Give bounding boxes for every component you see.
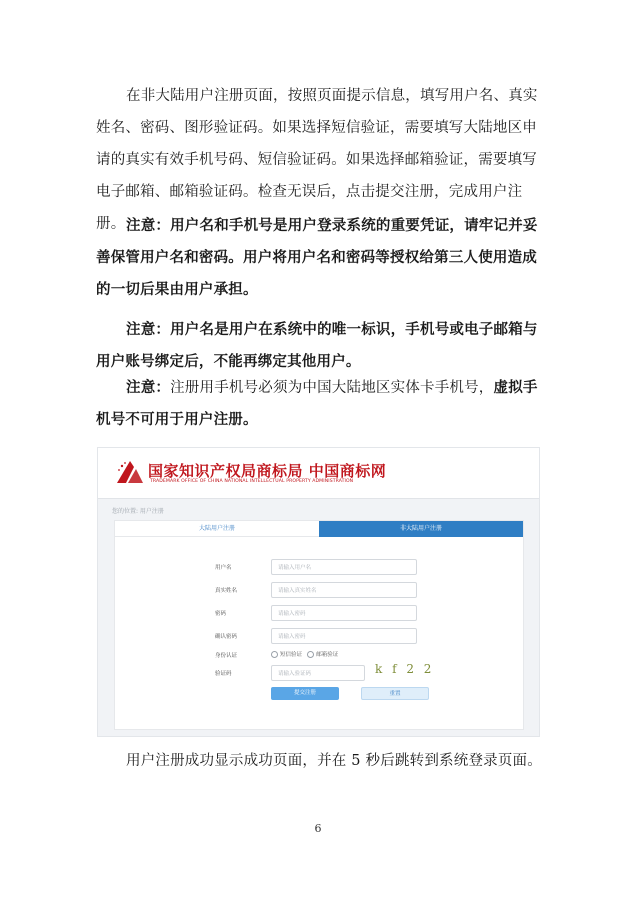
- note-3-text-bold: 虚拟手机号不可用于用户注册。: [96, 379, 538, 428]
- note-label: 注意：: [126, 379, 171, 396]
- note-1-text: 用户名和手机号是用户登录系统的重要凭证，请牢记并妥善保管用户名和密码。用户将用户名和密码等授权给第三人使用造成的一切后果由用户承担。: [96, 217, 538, 298]
- registration-screenshot: [97, 447, 540, 737]
- confirm-password-label: 确认密码: [215, 634, 238, 640]
- tab-non-mainland-registration[interactable]: 非大陆用户注册: [319, 521, 523, 537]
- submit-registration-button[interactable]: 提交注册: [271, 687, 339, 700]
- note-2-text: 用户名是用户在系统中的唯一标识，手机号或电子邮箱与用户账号绑定后，不能再绑定其他用户。: [96, 321, 538, 370]
- captcha-input[interactable]: 请输入验证码: [271, 665, 365, 681]
- paragraph-intro: 在非大陆用户注册页面，按照页面提示信息，填写用户名、真实姓名、密码、图形验证码。如果选择短信验证，需要填写大陆地区申请的真实有效手机号码、短信验证码。如果选择邮箱验证，需要填写电子邮箱、邮箱验证码。检查无误后，点击提交注册，完成用户注册。: [96, 88, 538, 232]
- paragraph-final: 用户注册成功显示成功页面，并在 5 秒后跳转到系统登录页面。: [126, 753, 542, 769]
- sms-option-label: 短信验证: [280, 652, 303, 658]
- note-2: [96, 314, 542, 378]
- captcha-image[interactable]: k f 2 2: [375, 662, 435, 676]
- realname-label: 真实姓名: [215, 588, 238, 594]
- username-label: 用户名: [215, 565, 232, 571]
- note-1: [96, 210, 542, 306]
- realname-input[interactable]: 请输入真实姓名: [271, 582, 417, 598]
- verify-method-options: [271, 650, 338, 658]
- note-label: 注意：: [126, 321, 171, 338]
- registration-panel: [114, 520, 524, 730]
- note-3: [96, 372, 542, 436]
- email-option-label: 邮箱验证: [316, 652, 339, 658]
- password-input[interactable]: 请输入密码: [271, 605, 417, 621]
- confirm-password-input[interactable]: 请输入密码: [271, 628, 417, 644]
- username-input[interactable]: 请输入用户名: [271, 559, 417, 575]
- note-3-text-regular: 注册用手机号必须为中国大陆地区实体卡手机号，: [170, 380, 494, 396]
- reset-button[interactable]: 重置: [361, 687, 429, 700]
- verify-method-label: 身份认证: [215, 653, 238, 659]
- site-title: 国家知识产权局商标局 中国商标网: [148, 462, 387, 480]
- breadcrumb: 您的位置: 用户注册: [112, 508, 164, 515]
- email-radio[interactable]: [307, 651, 314, 658]
- site-subtitle: TRADEMARK OFFICE OF CHINA NATIONAL INTELLECTUAL PROPERTY ADMINISTRATION: [150, 479, 354, 484]
- sms-radio[interactable]: [271, 651, 278, 658]
- note-label: 注意：: [126, 217, 171, 234]
- password-label: 密码: [215, 611, 227, 617]
- trademark-logo-icon: [114, 457, 146, 487]
- captcha-label: 验证码: [215, 671, 232, 677]
- page-number: 6: [314, 822, 322, 835]
- tab-mainland-registration[interactable]: 大陆用户注册: [115, 521, 319, 537]
- site-header: [98, 448, 539, 499]
